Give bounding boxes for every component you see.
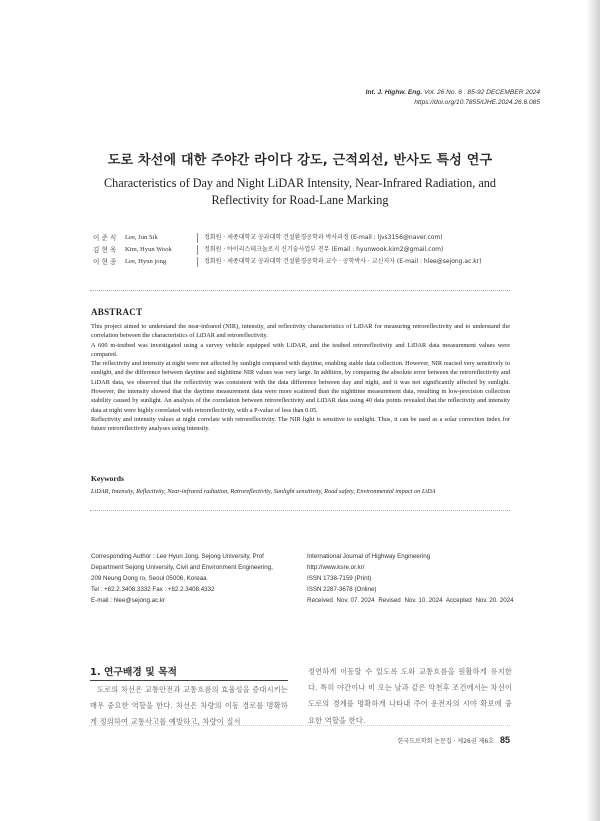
- author-row: [93, 256, 482, 268]
- author-affiliation: 정회원 · 세종대학교 공과대학 건설환경공학과 교수 · 공학박사 · 교신저자 (E-mail : hlee@sejong.ac.kr): [204, 258, 482, 265]
- title-english-line2: Reflectivity for Road-Lane Marking: [211, 193, 389, 207]
- journal-volume: Vol. 26 No. 6 : 85-92 DECEMBER 2024: [424, 89, 540, 96]
- author-name-ko: 이 현 종: [93, 258, 117, 266]
- author-name-ko: 이 준 식: [93, 234, 117, 242]
- journal-name: International Journal of Highway Engineering: [307, 553, 431, 560]
- abstract-heading: ABSTRACT: [91, 307, 143, 317]
- keywords-heading: Keywords: [91, 474, 124, 483]
- journal-header: [366, 88, 540, 108]
- abstract-body: [91, 322, 510, 434]
- corresponding-line: 209 Neung Dong ro, Seoul 05006, Koreaa: [91, 574, 207, 582]
- author-separator: [197, 245, 198, 255]
- revised-label: Revised: [378, 596, 401, 604]
- author-name-en: Lee, Hyun jong: [125, 258, 167, 265]
- received-label: Received: [307, 596, 333, 604]
- body-column-left: 도로의 차선은 교통안전과 교통흐름의 효율성을 증대시키는 매우 중요한 역할을 한다. 차선은 차량의 이동 경로를 명확하게 정의하여 교통사고를 예방하고, 차량이 질서: [90, 685, 289, 727]
- received-date: Nov. 07. 2024: [336, 596, 375, 604]
- section-heading: 1. 연구배경 및 목적: [90, 667, 178, 678]
- corresponding-email[interactable]: E-mail : hlee@sejong.ac.kr: [91, 596, 166, 604]
- footer-divider: [90, 725, 510, 726]
- abstract-paragraph: The reflectivity and intensity at night were not affected by sunlight compared with daytime, enabling stable data collection. However, NIR reacted very sensitively to sunlight, and the difference between daytime and nighttime NIR values was very large. In addition, by comparing the absolute error between the retroreflectivity and LiDAR data, we observed that the reflectivity was consistent with the data difference between day and night, and it was not significantly affected by sunlight. However, the intensity showed that the daytime measurement data were more scattered than the nighttime measurement data, resulting in low-precision collection stability caused by sunlight. An analysis of the correlation between retroreflectivity and LiDAR data using 40 data points revealed that the reflectivity and intensity data at night were highly correlated with retroreflectivity, with a P-value of less than 0.05.: [91, 360, 510, 414]
- page-edge-shadow: [586, 0, 600, 821]
- issn-print: ISSN 1738-7159 (Print): [307, 574, 372, 582]
- author-name-ko: 김 현 욱: [93, 246, 117, 254]
- doi-link[interactable]: https://doi.org/10.7855/IJHE.2024.26.6.085: [414, 99, 540, 106]
- author-list: [93, 232, 482, 268]
- journal-abbrev: Int. J. Highw. Eng.: [365, 89, 423, 96]
- issn-online: ISSN 2287-3678 (Online): [307, 585, 377, 593]
- author-separator: [197, 257, 198, 267]
- abstract-paragraph: A 600 m-testbed was investigated using a survey vehicle equipped with LiDAR, and the testbed retroreflectivity and LiDAR data measurement values were compared.: [91, 341, 510, 358]
- submission-dates: [307, 596, 517, 607]
- accepted-label: Accepted: [445, 596, 472, 604]
- footer-journal: 한국도로학회 논문집 · 제26권 제6호: [397, 737, 494, 745]
- divider: [90, 510, 510, 511]
- title-korean: 도로 차선에 대한 주야간 라이다 강도, 근적외선, 반사도 특성 연구: [107, 153, 493, 168]
- author-name-en: Lee, Jun Sik: [125, 234, 158, 241]
- author-separator: [197, 233, 198, 243]
- accepted-date: Nov. 20. 2024: [475, 596, 514, 604]
- author-affiliation: 정회원 · 아이리스테크놀로지 신기술사업부 전무 (Email : hyunwook.kim2@gmail.com): [204, 246, 444, 253]
- abstract-paragraph: This project aimed to understand the near-infrared (NIR), intensity, and reflectivity characteristics of LiDAR for measuring retroreflectivity and to understand the correlation between the characteristics of LiDAR and retroreflectivity.: [91, 323, 510, 340]
- section-rule: [90, 680, 288, 681]
- journal-url[interactable]: http://www.ksre.or.kr/: [307, 563, 365, 571]
- divider: [90, 290, 510, 291]
- body-column-right: 정연하게 이동할 수 있도록 도와 교통흐름을 원활하게 유지한다. 특히 야간이나 비 오는 날과 같은 악천후 조건에서는 차선이 도로의 경계를 명확하게 나타내 주어 운전자의 시야 확보에 중요한 역할을 한다.: [308, 667, 512, 725]
- corresponding-line: Department Sejong University, Civil and Environment Engineering,: [91, 563, 273, 571]
- author-row: [93, 232, 482, 244]
- author-row: [93, 244, 482, 256]
- journal-info-block: [307, 552, 517, 607]
- abstract-paragraph: Reflectivity and intensity values at night correlate with retroreflectivity. The NIR light is sensitive to sunlight. Thus, it can be used as a solar correction index for future retroreflectivity analyses using intensity.: [91, 415, 510, 433]
- corresponding-author-block: [91, 552, 296, 607]
- keywords-text: LiDAR, Intensity, Reflectivity, Near-infrared radiation, Retroreflectivity, Sunlight sensitivity, Road safety, Environmental impact on LiDA: [91, 488, 436, 495]
- title-english: [60, 175, 540, 209]
- page-number: 85: [499, 735, 510, 745]
- revised-date: Nov. 10. 2024: [404, 596, 443, 604]
- title-english-line1: Characteristics of Day and Night LiDAR Intensity, Near-Infrared Radiation, and: [104, 176, 496, 190]
- corresponding-line: Tel : +82.2.3408.3332 Fax : +82.2.3408.4332: [91, 585, 215, 593]
- author-affiliation: 정회원 · 세종대학교 공과대학 건설환경공학과 박사과정 (E-mail : ljvs3156@naver.com): [204, 234, 443, 241]
- page-footer: [398, 735, 510, 745]
- author-name-en: Kim, Hyun Wook: [125, 246, 172, 253]
- corresponding-line: Corresponding Author : Lee Hyun Jong, Sejong University, Prof: [91, 553, 264, 560]
